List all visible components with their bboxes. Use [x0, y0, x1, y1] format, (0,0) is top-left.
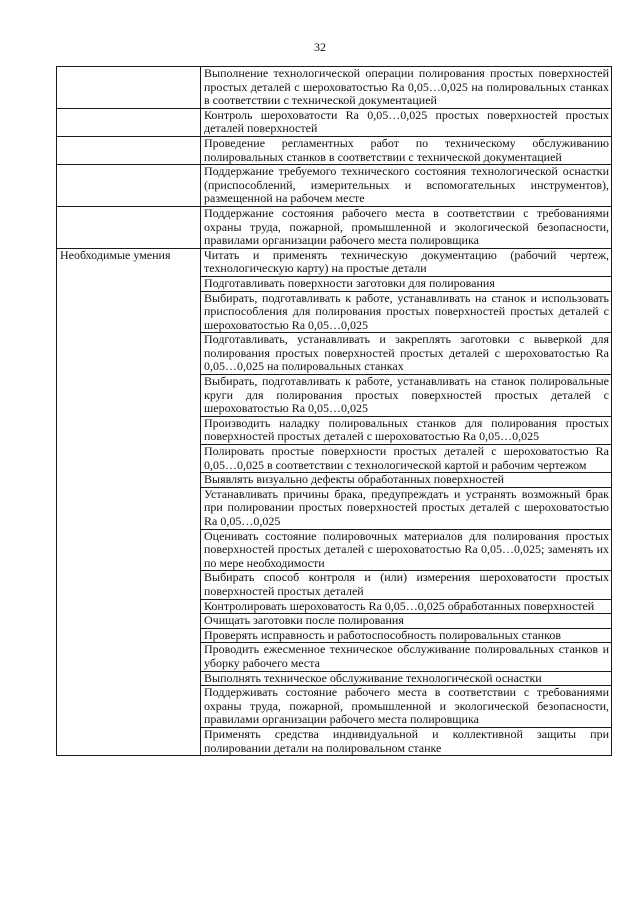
table-row	[57, 108, 612, 136]
row-text: Проведение регламентных работ по техническому обслуживанию полировальных станков в соответствии с технической документацией	[201, 136, 612, 164]
row-label	[57, 67, 201, 109]
table-row	[57, 67, 612, 109]
row-text: Выполнять техническое обслуживание технологической оснастки	[201, 671, 612, 686]
row-text: Проводить ежесменное техническое обслуживание полировальных станков и уборку рабочего места	[201, 643, 612, 671]
row-text: Подготавливать поверхности заготовки для полирования	[201, 276, 612, 291]
row-text: Читать и применять техническую документацию (рабочий чертеж, технологическую карту) на простые детали	[201, 248, 612, 276]
row-text: Применять средства индивидуальной и коллективной защиты при полировании детали на полировальном станке	[201, 727, 612, 755]
row-text: Устанавливать причины брака, предупреждать и устранять возможный брак при полировании простых поверхностей простых деталей с шероховатостью Ra 0,05…0,025	[201, 487, 612, 529]
row-text: Поддержание состояния рабочего места в соответствии с требованиями охраны труда, пожарной, промышленной и экологической безопасности, правилами организации рабочего места полировщика	[201, 206, 612, 248]
row-text: Выполнение технологической операции полирования простых поверхностей простых деталей с шероховатостью Ra 0,05…0,025 на полировальных станках в соответствии с технической документацией	[201, 67, 612, 109]
skills-table	[56, 66, 612, 756]
row-text: Производить наладку полировальных станков для полирования простых поверхностей простых деталей с шероховатостью Ra 0,05…0,025	[201, 416, 612, 444]
row-text: Выявлять визуально дефекты обработанных поверхностей	[201, 473, 612, 488]
row-label	[57, 136, 201, 164]
row-text: Полировать простые поверхности простых деталей с шероховатостью Ra 0,05…0,025 в соответствии с технологической картой и рабочим чертежом	[201, 445, 612, 473]
row-text: Поддержание требуемого технического состояния технологической оснастки (приспособлений, измерительных и вспомогательных инструментов), размещенной на рабочем месте	[201, 165, 612, 207]
row-text: Выбирать способ контроля и (или) измерения шероховатости простых поверхностей простых деталей	[201, 571, 612, 599]
row-text: Оценивать состояние полировочных материалов для полирования простых поверхностей простых деталей с шероховатостью Ra 0,05…0,025; заменять их по мере необходимости	[201, 529, 612, 571]
row-text: Проверять исправность и работоспособность полировальных станков	[201, 628, 612, 643]
row-label	[57, 206, 201, 248]
table-row	[57, 206, 612, 248]
row-label	[57, 165, 201, 207]
table-row	[57, 165, 612, 207]
page-number: 32	[314, 40, 326, 54]
row-text: Поддерживать состояние рабочего места в соответствии с требованиями охраны труда, пожарной, промышленной и экологической безопасности, правилами организации рабочего места полировщика	[201, 686, 612, 728]
row-label	[57, 108, 201, 136]
section-label-necessary-skills: Необходимые умения	[57, 248, 201, 755]
table-row	[57, 248, 612, 276]
row-text: Контроль шероховатости Ra 0,05…0,025 простых поверхностей простых деталей поверхностей	[201, 108, 612, 136]
row-text: Очищать заготовки после полирования	[201, 614, 612, 629]
row-text: Выбирать, подготавливать к работе, устанавливать на станок и использовать приспособления для полирования простых поверхностей простых деталей с шероховатостью Ra 0,05…0,025	[201, 291, 612, 333]
row-text: Выбирать, подготавливать к работе, устанавливать на станок полировальные круги для полирования простых поверхностей простых деталей с шероховатостью Ra 0,05…0,025	[201, 375, 612, 417]
row-text: Контролировать шероховатость Ra 0,05…0,025 обработанных поверхностей	[201, 599, 612, 614]
row-text: Подготавливать, устанавливать и закреплять заготовки с выверкой для полирования простых поверхностей простых деталей с шероховатостью Ra 0,05…0,025 на полировальных станках	[201, 333, 612, 375]
table-row	[57, 136, 612, 164]
